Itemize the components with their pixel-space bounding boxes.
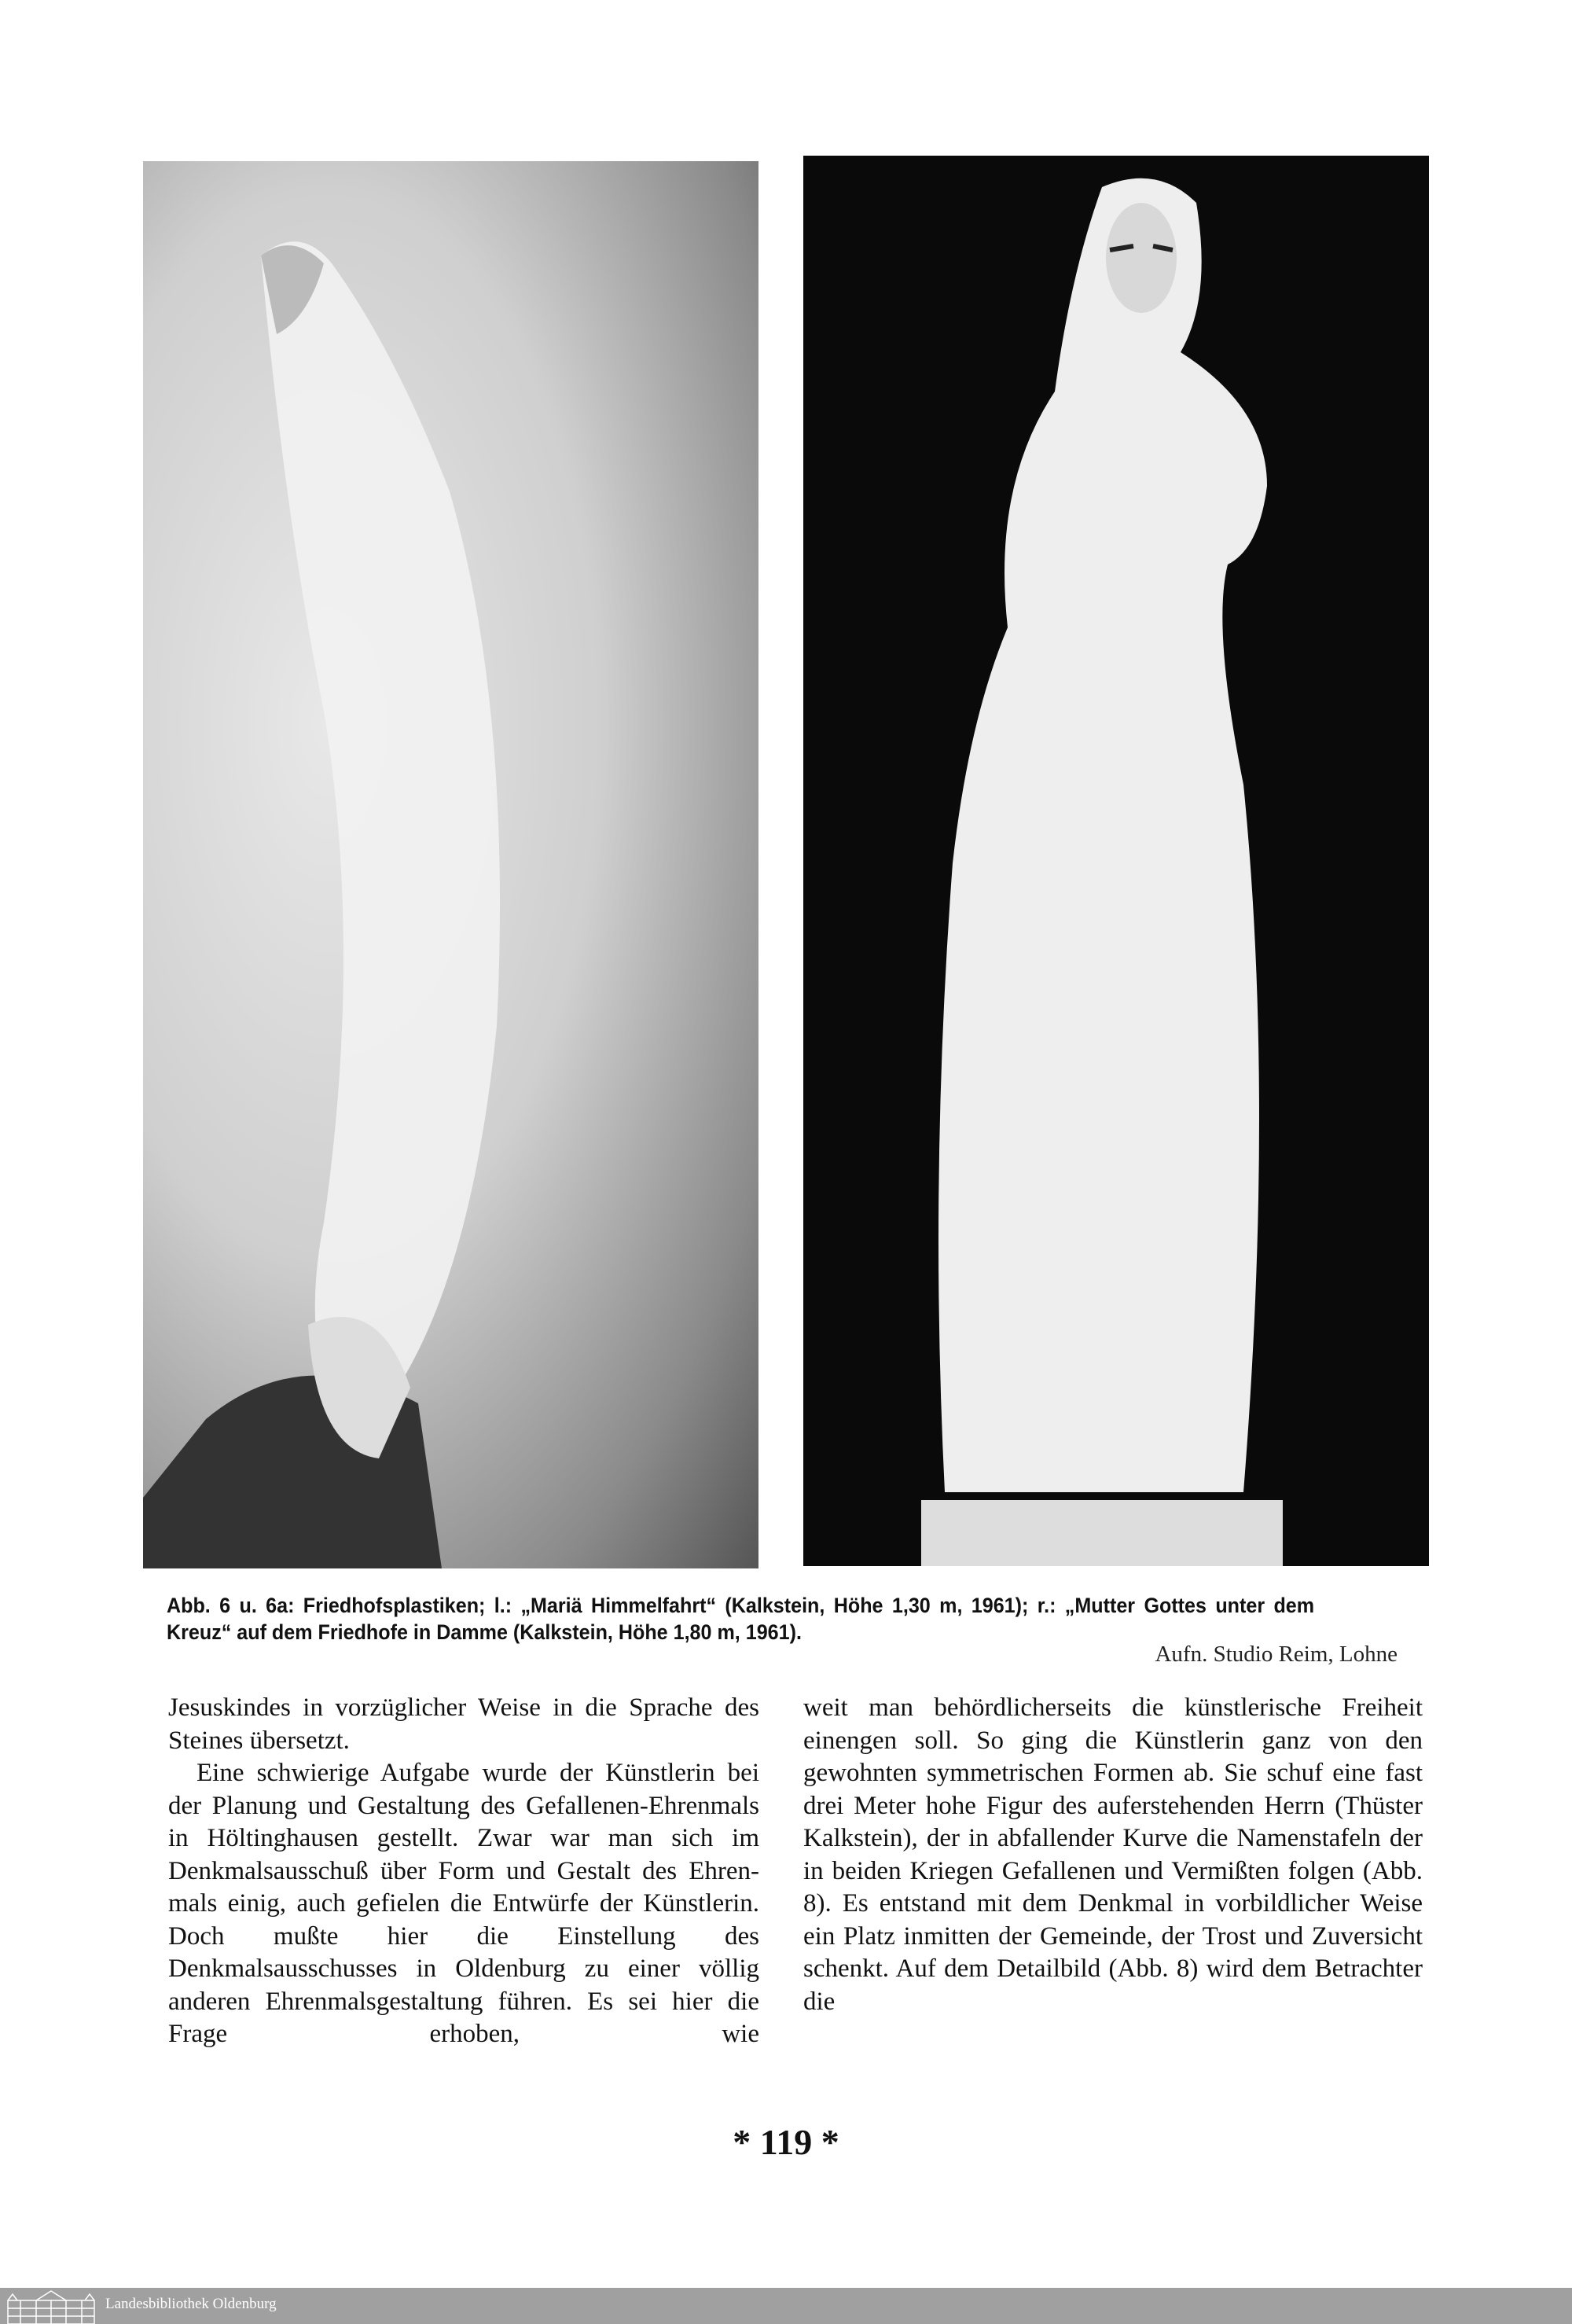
paragraph: Jesuskindes in vorzüglicher Weise in die Sprache des Steines übersetzt. [168,1693,759,1755]
paragraph: weit man behördlicherseits die künstlerische Freiheit einengen soll. So ging die Künstlerin ganz von den gewohnten symmetrischen Formen ab. Sie schuf eine fast drei Meter hohe Figur des auferstehenden Herrn (Thüster Kalkstein), der in abfallender Kurve die Namenstafeln der in beiden Kriegen Gefallenen und Vermißten folgen (Abb. 8). Es entstand mit dem Denkmal in vorbildlicher Weise ein Platz inmitten der Gemeinde, der Trost und Zuversicht schenkt. Auf dem Detailbild (Abb. 8) wird dem Betrachter die [803,1693,1423,2016]
library-name: Landesbibliothek Oldenburg [105,2296,277,2312]
text-column-left [168,1692,759,2051]
photo-credit: Aufn. Studio Reim, Lohne [1155,1642,1398,1667]
page-number: * 119 * [733,2122,839,2162]
paragraph: Eine schwierige Aufgabe wurde der Künstlerin bei der Planung und Gestaltung des Gefallenen-Ehrenmals in Höltinghausen gestellt. Zwar war man sich im Denkmalsausschuß über Form und Gestalt des Ehrenmals einig, auch gefielen die Entwürfe der Künstlerin. Doch mußte hier die Einstellung des Denkmalsausschusses in Oldenburg zu einer völlig anderen Ehrenmalsgestaltung führen. Es sei hier die Frage erhoben, wie [168,1759,759,2048]
photo-mutter-gottes [803,156,1429,1566]
figure-caption: Abb. 6 u. 6a: Friedhofsplastiken; l.: „Mariä Himmelfahrt“ (Kalkstein, Höhe 1,30 m, 1961); r.: „Mutter Gottes unter dem Kreuz“ auf dem Friedhofe in Damme (Kalkstein, Höhe 1,80 m, 1961). [167,1594,1315,1644]
library-footer-bar [0,2288,1572,2324]
library-building-logo-icon [5,2289,97,2324]
photo-maria-himmelfahrt [143,161,758,1568]
text-column-right [803,1692,1423,2018]
